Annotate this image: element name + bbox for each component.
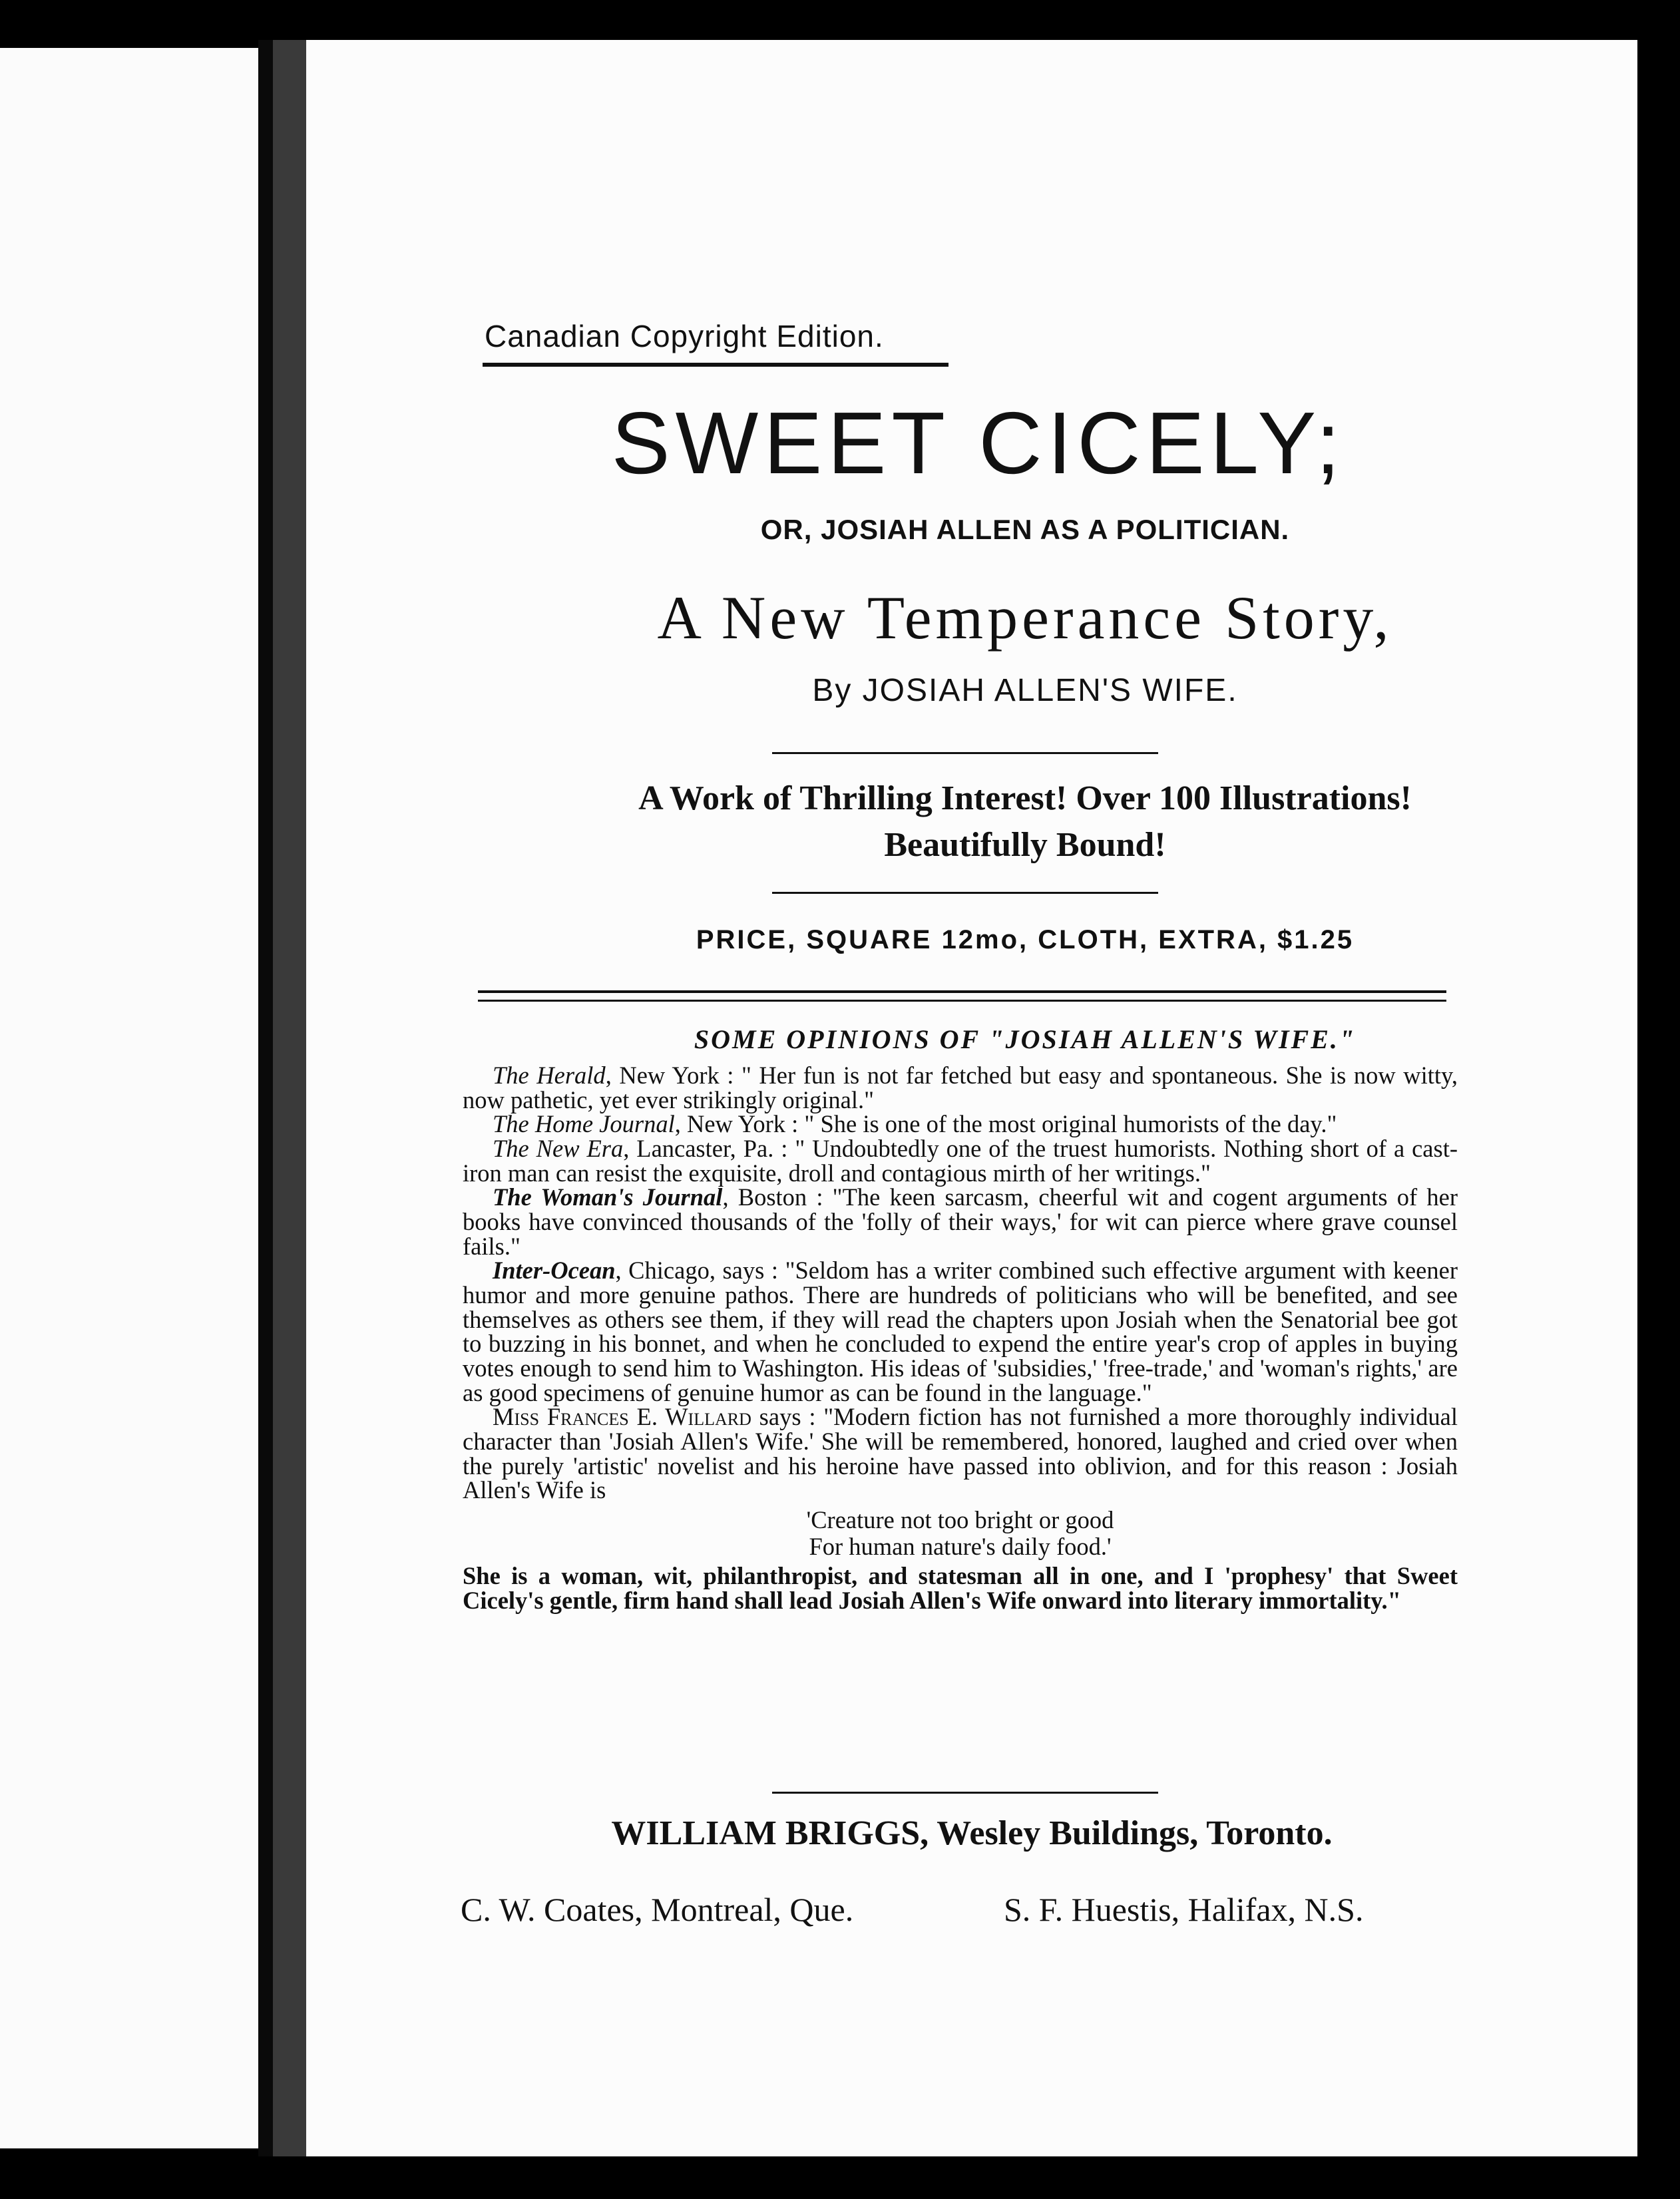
author-byline: By JOSIAH ALLEN'S WIFE.	[812, 673, 1238, 708]
double-rule-top	[478, 990, 1446, 993]
opinion-source: Miss Frances E. Willard	[493, 1403, 751, 1431]
opinion-quote: "The keen sarcasm, cheerful wit and cogent arguments of her books have convinced thousands of the 'folly of their ways,' for wit can pierce where grave counsel fails."	[463, 1183, 1458, 1260]
opinion-item	[463, 1112, 1458, 1137]
opinion-place: , Boston :	[722, 1183, 833, 1211]
opinion-place: says :	[751, 1403, 824, 1431]
opinion-source: Inter-Ocean	[493, 1257, 616, 1285]
promo-line-1: A Work of Thrilling Interest! Over 100 Illustrations!	[638, 779, 1412, 817]
opinion-place: , New York :	[605, 1062, 741, 1089]
opinion-source: The New Era	[493, 1135, 624, 1163]
verse-line: For human nature's daily food.'	[809, 1533, 1112, 1561]
verse-line: 'Creature not too bright or good	[806, 1506, 1114, 1534]
left-page	[0, 48, 258, 2148]
edition-underline	[483, 363, 948, 367]
divider-rule	[772, 1792, 1158, 1794]
opinions-section	[463, 1064, 1458, 1613]
verse-quote	[463, 1507, 1458, 1560]
book-subtitle: OR, JOSIAH ALLEN AS A POLITICIAN.	[760, 514, 1290, 545]
opinion-quote: " Undoubtedly one of the truest humorists. Nothing short of a cast-iron man can resist the exquisite, droll and contagious mirth of her writings."	[463, 1135, 1458, 1187]
double-rule-bottom	[478, 1000, 1446, 1002]
publisher-line: WILLIAM BRIGGS, Wesley Buildings, Toronto.	[611, 1814, 1333, 1852]
opinion-source: The Home Journal	[493, 1110, 675, 1138]
advertisement-page	[306, 40, 1637, 2156]
book-title: SWEET CICELY;	[611, 394, 1346, 492]
page-binding-edge	[273, 40, 306, 2156]
opinion-item	[463, 1137, 1458, 1185]
opinion-source: The Herald	[493, 1062, 606, 1089]
opinion-item	[463, 1185, 1458, 1259]
opinion-quote: " She is one of the most original humorists of the day."	[804, 1110, 1337, 1138]
book-gutter	[258, 40, 273, 2156]
opinion-quote: " Her fun is not far fetched but easy and spontaneous. She is now witty, now pathetic, yet ever strikingly original."	[463, 1062, 1458, 1113]
opinion-source: The Woman's Journal	[493, 1183, 723, 1211]
opinion-item	[463, 1259, 1458, 1405]
agent-montreal: C. W. Coates, Montreal, Que.	[461, 1891, 854, 1928]
opinion-quote: "Modern fiction has not furnished a more thoroughly individual character than 'Josiah Allen's Wife.' She will be remembered, honored, laughed and cried over when the purely 'artistic' novelist and his heroine have passed into oblivion, and for this reason : Josiah Allen's Wife is	[463, 1403, 1458, 1504]
opinion-closing: She is a woman, wit, philanthropist, and statesman all in one, and I 'prophesy' that Sweet Cicely's gentle, firm hand shall lead Josiah Allen's Wife onward into literary immortality."	[463, 1562, 1458, 1615]
agent-halifax: S. F. Huestis, Halifax, N.S.	[1004, 1891, 1364, 1928]
opinion-quote: "Seldom has a writer combined such effective argument with keener humor and more genuine pathos. There are hundreds of politicians who will be benefited, and see themselves as others see them, if they will read the chapters upon Josiah when the Senatorial bee got to buzzing in his bonnet, and when he concluded to expend the entire year's crop of apples in buying votes enough to send him to Washington. His ideas of 'subsidies,' 'free-trade,' and 'woman's rights,' are as good specimens of genuine humor as can be found in the language."	[463, 1257, 1458, 1406]
opinion-place: , Lancaster, Pa. :	[623, 1135, 795, 1163]
opinion-place: , Chicago, says :	[615, 1257, 785, 1285]
opinion-item	[463, 1064, 1458, 1112]
opinion-place: , New York :	[674, 1110, 805, 1138]
price-line: PRICE, SQUARE 12mo, CLOTH, EXTRA, $1.25	[696, 925, 1355, 954]
book-tagline: A New Temperance Story,	[657, 584, 1393, 652]
edition-label: Canadian Copyright Edition.	[485, 319, 884, 353]
opinions-heading: SOME OPINIONS OF "JOSIAH ALLEN'S WIFE."	[694, 1024, 1357, 1054]
divider-rule	[772, 752, 1158, 754]
promo-line-2: Beautifully Bound!	[884, 826, 1166, 864]
opinion-item	[463, 1405, 1458, 1503]
divider-rule	[772, 892, 1158, 894]
